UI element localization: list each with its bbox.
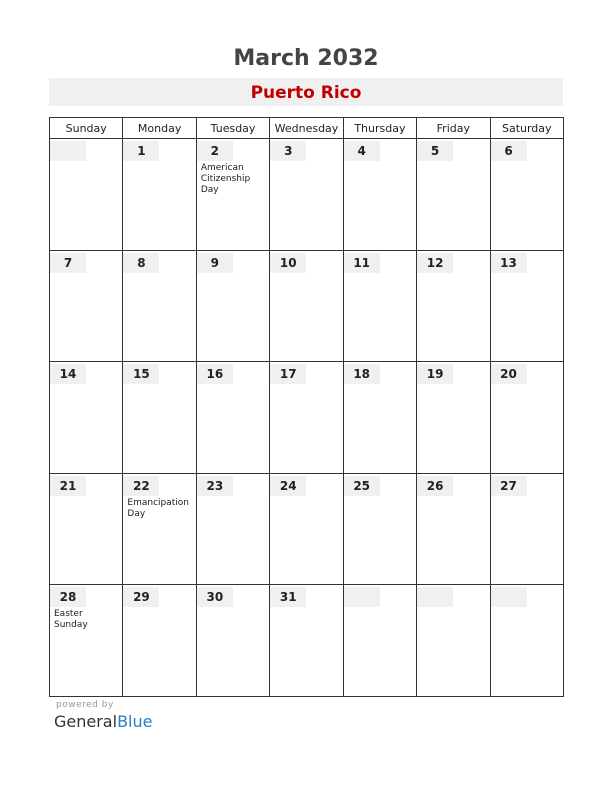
day-number: 26: [417, 476, 453, 496]
day-number: 7: [50, 253, 86, 273]
day-cell: [490, 139, 563, 251]
day-cell: [50, 250, 123, 362]
day-number: 12: [417, 253, 453, 273]
day-number: 3: [270, 141, 306, 161]
day-number: 28: [50, 587, 86, 607]
calendar-title: March 2032: [233, 46, 379, 71]
day-cell: [123, 585, 196, 697]
day-number: 4: [344, 141, 380, 161]
day-number: 25: [344, 476, 380, 496]
day-number: [417, 587, 453, 607]
day-cell: [343, 250, 416, 362]
day-number: 15: [123, 364, 159, 384]
day-cell: [123, 362, 196, 474]
day-number: 20: [491, 364, 527, 384]
day-cell: [343, 585, 416, 697]
holiday-label: Emancipation Day: [127, 497, 190, 519]
day-number: 18: [344, 364, 380, 384]
week-row: [50, 362, 564, 474]
day-cell: [270, 585, 343, 697]
day-number: 21: [50, 476, 86, 496]
day-number: 24: [270, 476, 306, 496]
weekday-friday: Friday: [417, 118, 490, 139]
day-number: 2: [197, 141, 233, 161]
day-cell: [417, 362, 490, 474]
day-number: 14: [50, 364, 86, 384]
day-cell: [196, 250, 269, 362]
week-row: [50, 250, 564, 362]
weekday-wednesday: Wednesday: [270, 118, 343, 139]
day-cell: [123, 473, 196, 585]
day-cell: [270, 139, 343, 251]
day-cell: [417, 585, 490, 697]
day-cell: [50, 473, 123, 585]
weekday-thursday: Thursday: [343, 118, 416, 139]
day-number: 5: [417, 141, 453, 161]
day-number: 11: [344, 253, 380, 273]
day-cell: [417, 139, 490, 251]
weekday-saturday: Saturday: [490, 118, 563, 139]
day-cell: [270, 362, 343, 474]
day-number: 17: [270, 364, 306, 384]
calendar-grid: [49, 117, 564, 697]
week-row: [50, 139, 564, 251]
holiday-label: Easter Sunday: [54, 609, 88, 631]
brand-general-text: General: [54, 712, 118, 731]
week-row: [50, 473, 564, 585]
day-cell: [196, 139, 269, 251]
day-number: 22: [123, 476, 159, 496]
weekday-monday: Monday: [123, 118, 196, 139]
day-cell: [270, 250, 343, 362]
day-number: 23: [197, 476, 233, 496]
day-number: 27: [491, 476, 527, 496]
day-cell: [50, 585, 123, 697]
day-number: 10: [270, 253, 306, 273]
day-number: 16: [197, 364, 233, 384]
day-cell: [343, 473, 416, 585]
day-number: [50, 141, 86, 161]
day-number: [491, 587, 527, 607]
day-cell: [50, 139, 123, 251]
day-cell: [490, 362, 563, 474]
day-cell: [123, 139, 196, 251]
day-number: 6: [491, 141, 527, 161]
day-number: 8: [123, 253, 159, 273]
day-cell: [417, 473, 490, 585]
day-number: 31: [270, 587, 306, 607]
day-cell: [417, 250, 490, 362]
day-number: 13: [491, 253, 527, 273]
day-cell: [490, 250, 563, 362]
day-cell: [196, 585, 269, 697]
day-number: 19: [417, 364, 453, 384]
day-cell: [196, 362, 269, 474]
week-row: [50, 585, 564, 697]
weekday-sunday: Sunday: [50, 118, 123, 139]
brand-blue-text: Blue: [117, 712, 153, 731]
weekday-header-row: [50, 118, 564, 139]
powered-by-label: powered by: [56, 700, 114, 710]
holiday-label: American Citizenship Day: [200, 163, 251, 195]
day-number: 1: [123, 141, 159, 161]
day-cell: [123, 250, 196, 362]
day-cell: [490, 473, 563, 585]
day-cell: [196, 473, 269, 585]
day-number: 9: [197, 253, 233, 273]
day-number: 29: [123, 587, 159, 607]
day-cell: [343, 139, 416, 251]
region-banner: Puerto Rico: [49, 78, 563, 106]
weekday-tuesday: Tuesday: [196, 118, 269, 139]
day-cell: [50, 362, 123, 474]
day-cell: [270, 473, 343, 585]
day-number: [344, 587, 380, 607]
day-cell: [343, 362, 416, 474]
day-number: 30: [197, 587, 233, 607]
day-cell: [490, 585, 563, 697]
generalblue-logo[interactable]: [54, 712, 152, 731]
